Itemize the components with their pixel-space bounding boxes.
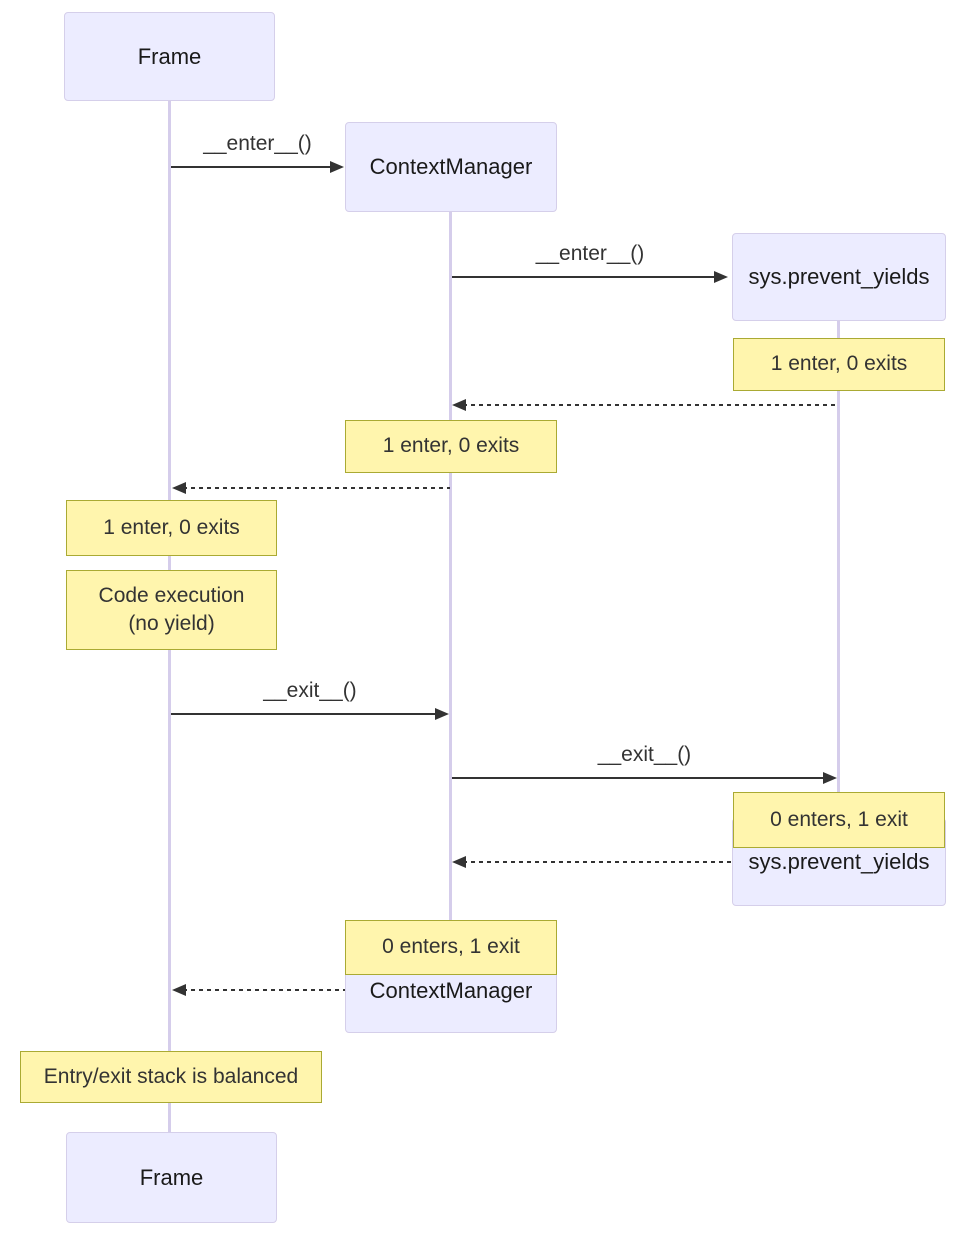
note-code-execution (66, 570, 277, 650)
return-arrow-sys-to-cm-exit (452, 856, 732, 868)
arrowhead-right-icon (330, 161, 344, 173)
arrowhead-right-icon (823, 772, 837, 784)
message-arrow-exit-cm-to-sys (452, 772, 837, 784)
participant-frame-bottom (66, 1132, 277, 1223)
contextmanager-lifeline (449, 212, 452, 945)
participant-contextmanager-label: ContextManager (369, 154, 533, 179)
arrowhead-right-icon (435, 708, 449, 720)
participant-sys-prevent-yields-end-label: sys.prevent_yields (748, 849, 930, 874)
note-contextmanager-exit (345, 920, 557, 975)
arrow-shaft (183, 487, 450, 489)
message-label-exit-frame-to-cm: __exit__() (263, 679, 357, 702)
participant-sys-prevent-yields-top (732, 233, 946, 321)
arrowhead-left-icon (452, 856, 466, 868)
arrow-shaft (463, 861, 732, 863)
note-sys-prevent-yields-exit (733, 792, 945, 848)
participant-frame-end-label: Frame (139, 1164, 204, 1190)
return-arrow-sys-to-cm-enter (452, 399, 838, 411)
note-text (99, 582, 245, 639)
message-label-enter-frame-to-cm: __enter__() (203, 132, 312, 155)
message-arrow-enter-cm-to-sys (452, 271, 728, 283)
note-sys-prevent-yields-enter (733, 338, 945, 391)
note-frame-enter (66, 500, 277, 556)
note-frame-balanced (20, 1051, 322, 1103)
arrow-shaft (171, 713, 438, 715)
arrow-shaft (452, 777, 826, 779)
arrowhead-left-icon (172, 482, 186, 494)
note-contextmanager-enter (345, 420, 557, 473)
arrowhead-left-icon (172, 984, 186, 996)
message-label-enter-cm-to-sys: __enter__() (535, 242, 645, 265)
note-code-line1: Code execution (98, 583, 245, 607)
sys-prevent-yields-lifeline (837, 321, 840, 818)
note-text: 1 enter, 0 exits (103, 515, 240, 539)
participant-contextmanager-top (345, 122, 557, 212)
message-arrow-enter-frame-to-cm (171, 161, 344, 173)
arrow-shaft (183, 989, 345, 991)
message-label-exit-cm-to-sys: __exit__() (597, 743, 692, 766)
participant-contextmanager-end-label: ContextManager (369, 978, 533, 1003)
arrowhead-left-icon (452, 399, 466, 411)
note-text: 0 enters, 1 exit (382, 935, 520, 959)
return-arrow-cm-to-frame-exit (172, 984, 345, 996)
return-arrow-cm-to-frame-enter (172, 482, 450, 494)
arrow-shaft (463, 404, 838, 406)
message-arrow-exit-frame-to-cm (171, 708, 449, 720)
arrow-shaft (452, 276, 717, 278)
note-text: 0 enters, 1 exit (770, 807, 908, 831)
participant-sys-prevent-yields-label: sys.prevent_yields (748, 264, 930, 289)
note-text: 1 enter, 0 exits (770, 352, 908, 376)
arrow-shaft (171, 166, 333, 168)
arrowhead-right-icon (714, 271, 728, 283)
participant-frame-label: Frame (137, 43, 202, 69)
note-text: 1 enter, 0 exits (382, 434, 520, 458)
note-text: Entry/exit stack is balanced (43, 1064, 299, 1088)
note-code-line2: (no yield) (128, 612, 215, 635)
participant-frame-top (64, 12, 275, 101)
